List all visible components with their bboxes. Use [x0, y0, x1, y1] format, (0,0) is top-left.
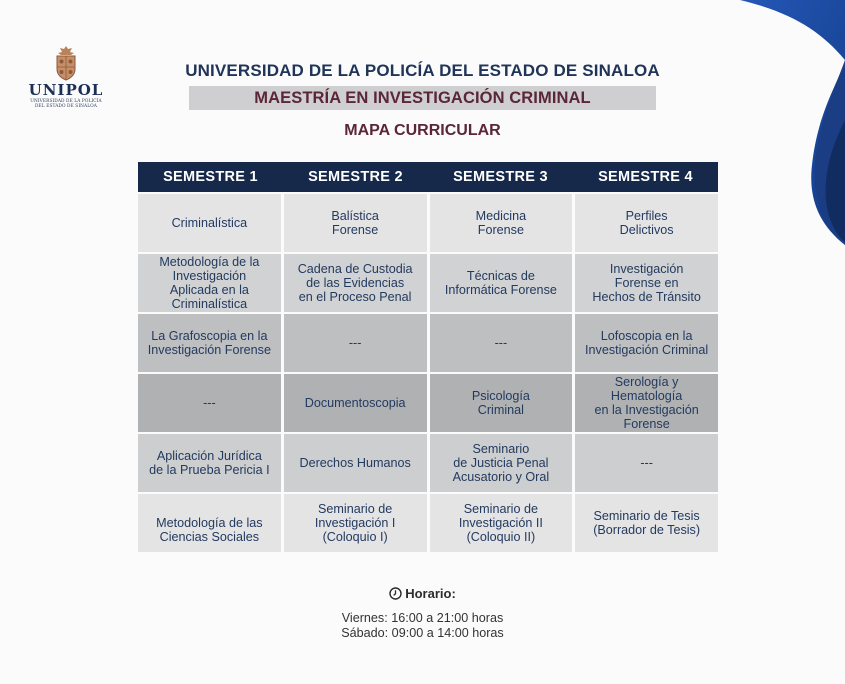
- course-cell: La Grafoscopia en la Investigación Forense: [138, 314, 281, 372]
- semester-header-row: [138, 162, 718, 192]
- course-cell: Seminario de Tesis (Borrador de Tesis): [575, 494, 718, 552]
- program-title: MAESTRÍA EN INVESTIGACIÓN CRIMINAL: [254, 89, 591, 107]
- course-cell: Criminalística: [138, 194, 281, 252]
- course-cell: Psicología Criminal: [430, 374, 573, 432]
- table-row: [138, 494, 718, 552]
- schedule-section: [0, 586, 845, 641]
- course-cell: Investigación Forense en Hechos de Tránsito: [575, 254, 718, 312]
- course-cell: Metodología de las Ciencias Sociales: [138, 494, 281, 552]
- course-cell: Seminario de Investigación II (Coloquio II): [430, 494, 573, 552]
- course-cell: ---: [284, 314, 427, 372]
- logo-name: UNIPOL: [28, 81, 104, 99]
- schedule-line: Viernes: 16:00 a 21:00 horas: [341, 611, 504, 625]
- course-cell: Seminario de Justicia Penal Acusatorio y Oral: [430, 434, 573, 492]
- course-cell: Aplicación Jurídica de la Prueba Pericia I: [138, 434, 281, 492]
- course-cell: Perfiles Delictivos: [575, 194, 718, 252]
- schedule-label-wrap: [389, 586, 456, 601]
- semester-header: SEMESTRE 4: [598, 169, 693, 185]
- logo-subtitle-line2: DEL ESTADO DE SINALOA: [35, 104, 97, 109]
- course-cell: Derechos Humanos: [284, 434, 427, 492]
- course-cell: Documentoscopia: [284, 374, 427, 432]
- course-cell: Cadena de Custodia de las Evidencias en el Proceso Penal: [284, 254, 427, 312]
- table-row: [138, 254, 718, 312]
- course-cell: ---: [138, 374, 281, 432]
- clock-icon: [389, 587, 402, 600]
- logo-subtitle-line1: UNIVERSIDAD DE LA POLICÍA: [30, 99, 102, 104]
- course-cell: Lofoscopia en la Investigación Criminal: [575, 314, 718, 372]
- table-row: [138, 314, 718, 372]
- course-cell: Seminario de Investigación I (Coloquio I): [284, 494, 427, 552]
- semester-header: SEMESTRE 2: [308, 169, 403, 185]
- course-cell: Técnicas de Informática Forense: [430, 254, 573, 312]
- semester-header: SEMESTRE 3: [453, 169, 548, 185]
- course-cell: Serología y Hematología en la Investigación Forense: [575, 374, 718, 432]
- curriculum-table: [138, 162, 718, 552]
- curriculum-map-title: MAPA CURRICULAR: [344, 122, 501, 139]
- table-row: [138, 434, 718, 492]
- table-row: [138, 194, 718, 252]
- table-row: [138, 374, 718, 432]
- schedule-label: Horario:: [405, 586, 456, 601]
- schedule-line: Sábado: 09:00 a 14:00 horas: [341, 626, 504, 640]
- course-cell: Medicina Forense: [430, 194, 573, 252]
- course-cell: ---: [575, 434, 718, 492]
- course-cell: Balística Forense: [284, 194, 427, 252]
- university-title: UNIVERSIDAD DE LA POLICÍA DEL ESTADO DE SINALOA: [185, 61, 660, 80]
- course-cell: ---: [430, 314, 573, 372]
- course-cell: Metodología de la Investigación Aplicada en la Criminalística: [138, 254, 281, 312]
- semester-header: SEMESTRE 1: [163, 169, 258, 185]
